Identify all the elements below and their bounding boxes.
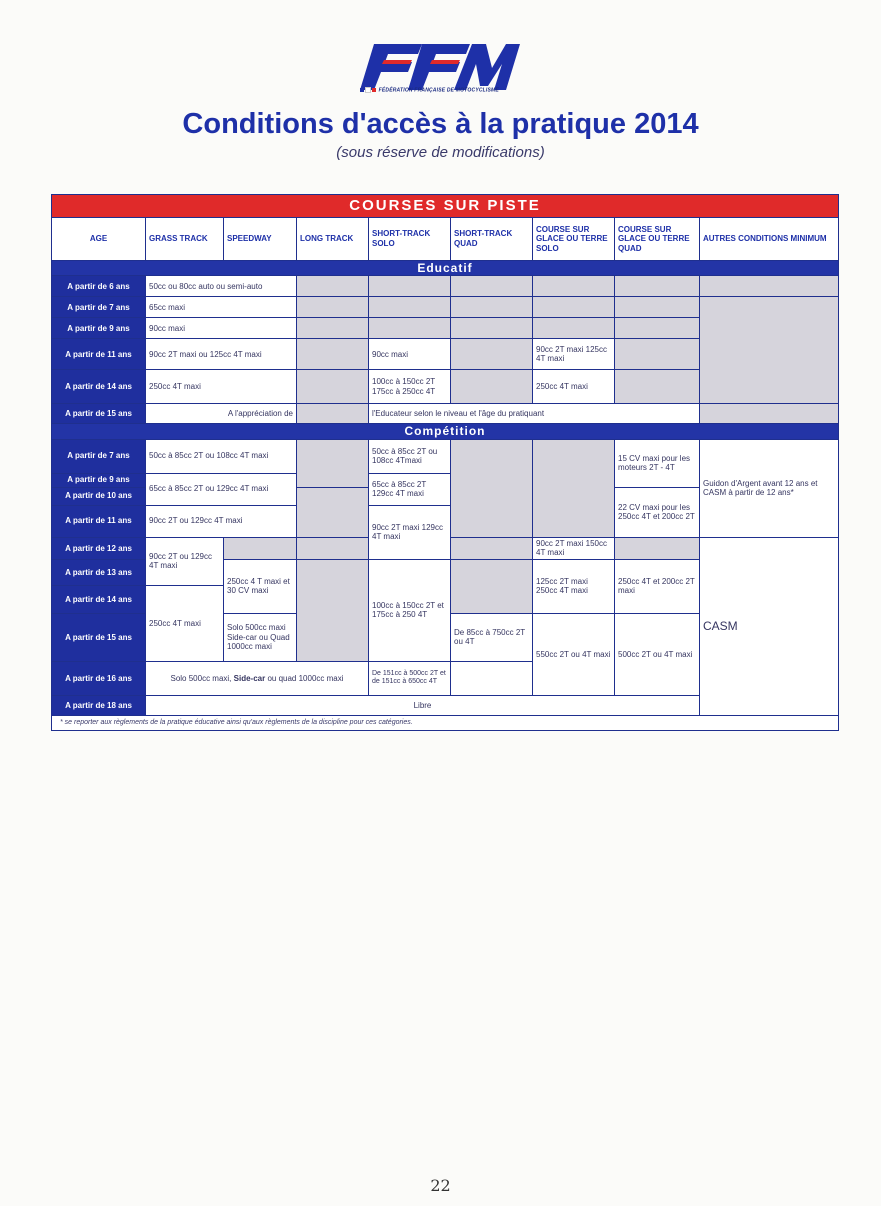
shaded-cell xyxy=(451,276,533,297)
shaded-cell xyxy=(700,276,839,297)
table-row xyxy=(52,297,839,318)
table-cell xyxy=(146,661,369,695)
cell-part-bold: Side-car xyxy=(233,673,266,683)
table-cell: De 85cc à 750cc 2T ou 4T xyxy=(451,613,533,661)
table-cell: 65cc à 85cc 2T 129cc 4T maxi xyxy=(369,473,451,505)
shaded-cell xyxy=(297,339,369,370)
table-cell: 50cc à 85cc 2T ou 108cc 4T maxi xyxy=(146,439,297,473)
cell-part: Solo 500cc maxi, xyxy=(170,673,232,683)
age-cell: A partir de 10 ans xyxy=(52,487,146,505)
shaded-cell xyxy=(615,318,700,339)
table-cell: 90cc 2T maxi 150cc 4T maxi xyxy=(533,537,615,559)
header-autres-conditions: AUTRES CONDITIONS MINIMUM xyxy=(700,218,839,261)
table-cell: 90cc maxi xyxy=(369,339,451,370)
table-cell: 125cc 2T maxi 250cc 4T maxi xyxy=(533,559,615,613)
header-glace-quad: COURSE SUR GLACE OU TERRE QUAD xyxy=(615,218,700,261)
table-cell: 250cc 4T maxi xyxy=(146,370,297,404)
shaded-cell xyxy=(224,537,297,559)
shaded-cell xyxy=(297,318,369,339)
header-speedway: SPEEDWAY xyxy=(224,218,297,261)
shaded-cell xyxy=(615,297,700,318)
banner: COURSES SUR PISTE xyxy=(52,195,839,218)
age-cell: A partir de 14 ans xyxy=(52,370,146,404)
footnote: * se reporter aux règlements de la pratique éducative ainsi qu'aux règlements de la discipline pour ces catégories. xyxy=(52,715,839,730)
table-row xyxy=(52,276,839,297)
table-cell: 100cc à 150cc 2T 175cc à 250cc 4T xyxy=(369,370,451,404)
table-row xyxy=(52,404,839,424)
table-row xyxy=(52,439,839,473)
age-cell: A partir de 13 ans xyxy=(52,559,146,585)
section-competition-row xyxy=(52,424,839,439)
table-cell: 90cc 2T ou 129cc 4T maxi xyxy=(146,505,297,537)
age-cell: A partir de 11 ans xyxy=(52,505,146,537)
age-cell: A partir de 9 ans xyxy=(52,473,146,487)
shaded-cell xyxy=(297,276,369,297)
section-educatif: Educatif xyxy=(52,261,839,276)
header-short-track-solo: SHORT-TRACK SOLO xyxy=(369,218,451,261)
table-cell: 250cc 4T maxi xyxy=(533,370,615,404)
shaded-cell xyxy=(297,559,369,661)
footnote-row xyxy=(52,715,839,730)
shaded-cell xyxy=(700,404,839,424)
shaded-cell xyxy=(615,537,700,559)
page-title: Conditions d'accès à la pratique 2014 xyxy=(182,108,699,140)
table-cell: CASM xyxy=(700,537,839,715)
header-short-track-quad: SHORT-TRACK QUAD xyxy=(451,218,533,261)
age-cell: A partir de 9 ans xyxy=(52,318,146,339)
shaded-cell xyxy=(615,276,700,297)
age-cell: A partir de 15 ans xyxy=(52,613,146,661)
conditions-table xyxy=(51,194,839,731)
shaded-cell xyxy=(533,318,615,339)
table-cell: 90cc 2T maxi ou 125cc 4T maxi xyxy=(146,339,297,370)
shaded-cell xyxy=(297,439,369,487)
shaded-cell xyxy=(369,318,451,339)
shaded-cell xyxy=(451,559,533,613)
table-cell: 15 CV maxi pour les moteurs 2T - 4T xyxy=(615,439,700,487)
table-cell: 90cc maxi xyxy=(146,318,297,339)
shaded-cell xyxy=(533,297,615,318)
table-cell: Libre xyxy=(146,695,700,715)
table-cell: 50cc à 85cc 2T ou 108cc 4Tmaxi xyxy=(369,439,451,473)
table-cell: 250cc 4 T maxi et 30 CV maxi xyxy=(224,559,297,613)
age-cell: A partir de 15 ans xyxy=(52,404,146,424)
shaded-cell xyxy=(615,339,700,370)
table-cell: 90cc 2T ou 129cc 4T maxi xyxy=(146,537,224,585)
age-cell: A partir de 16 ans xyxy=(52,661,146,695)
section-educatif-row xyxy=(52,261,839,276)
shaded-cell xyxy=(533,439,615,537)
page-number: 22 xyxy=(430,1176,451,1195)
header-glace-solo: COURSE SUR GLACE OU TERRE SOLO xyxy=(533,218,615,261)
table-cell: Guidon d'Argent avant 12 ans et CASM à partir de 12 ans* xyxy=(700,439,839,537)
shaded-cell xyxy=(700,297,839,404)
table-cell: 250cc 4T maxi xyxy=(146,585,224,661)
table-cell: A l'appréciation de xyxy=(146,404,297,424)
header-long-track: LONG TRACK xyxy=(297,218,369,261)
age-cell: A partir de 11 ans xyxy=(52,339,146,370)
shaded-cell xyxy=(297,404,369,424)
header-age: AGE xyxy=(52,218,146,261)
shaded-cell xyxy=(297,537,369,559)
age-cell: A partir de 7 ans xyxy=(52,439,146,473)
table-cell: 550cc 2T ou 4T maxi xyxy=(533,613,615,695)
table-cell: 100cc à 150cc 2T et 175cc à 250 4T xyxy=(369,559,451,661)
shaded-cell xyxy=(533,276,615,297)
shaded-cell xyxy=(369,276,451,297)
table-cell xyxy=(451,661,533,695)
shaded-cell xyxy=(297,297,369,318)
table-cell: Solo 500cc maxi Side-car ou Quad 1000cc maxi xyxy=(224,613,297,661)
table-cell: 90cc 2T maxi 129cc 4T maxi xyxy=(369,505,451,559)
shaded-cell xyxy=(451,339,533,370)
shaded-cell xyxy=(451,439,533,537)
shaded-cell xyxy=(451,318,533,339)
shaded-cell xyxy=(451,537,533,559)
age-cell: A partir de 7 ans xyxy=(52,297,146,318)
table-cell: 65cc à 85cc 2T ou 129cc 4T maxi xyxy=(146,473,297,505)
shaded-cell xyxy=(451,370,533,404)
table-cell: 250cc 4T et 200cc 2T maxi xyxy=(615,559,700,613)
table-cell: De 151cc à 500cc 2T et de 151cc à 650cc 4T xyxy=(369,661,451,695)
shaded-cell xyxy=(615,370,700,404)
table-cell: 50cc ou 80cc auto ou semi-auto xyxy=(146,276,297,297)
header-row xyxy=(52,218,839,261)
section-competition: Compétition xyxy=(52,424,839,439)
shaded-cell xyxy=(451,297,533,318)
table-cell: 22 CV maxi pour les 250cc 4T et 200cc 2T xyxy=(615,487,700,537)
cell-part: ou quad 1000cc maxi xyxy=(267,673,344,683)
banner-row xyxy=(52,195,839,218)
logo-subtitle: FÉDÉRATION FRANÇAISE DE MOTOCYCLISME xyxy=(360,87,530,93)
table-cell: 500cc 2T ou 4T maxi xyxy=(615,613,700,695)
table-cell: l'Educateur selon le niveau et l'âge du pratiquant xyxy=(369,404,700,424)
table-cell: 65cc maxi xyxy=(146,297,297,318)
shaded-cell xyxy=(297,487,369,537)
age-cell: A partir de 18 ans xyxy=(52,695,146,715)
age-cell: A partir de 14 ans xyxy=(52,585,146,613)
shaded-cell xyxy=(297,370,369,404)
page-subtitle: (sous réserve de modifications) xyxy=(336,144,545,161)
shaded-cell xyxy=(369,297,451,318)
conditions-table-container xyxy=(51,194,838,731)
header-grass-track: GRASS TRACK xyxy=(146,218,224,261)
age-cell: A partir de 12 ans xyxy=(52,537,146,559)
table-cell: 90cc 2T maxi 125cc 4T maxi xyxy=(533,339,615,370)
age-cell: A partir de 6 ans xyxy=(52,276,146,297)
